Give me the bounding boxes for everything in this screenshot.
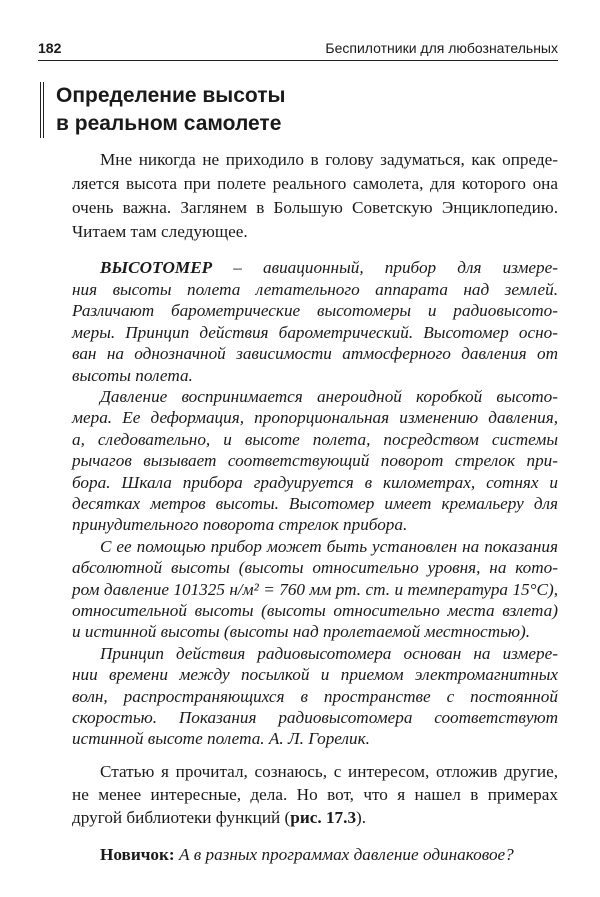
text-line	[72, 785, 558, 805]
text-span: ван на однозначной зависимости атмосферного давления от	[72, 344, 558, 364]
text-span: а, следовательно, и высоте полета, посредством системы	[72, 429, 558, 449]
text-span: бора. Шкала прибора градуируется в километрах, сотнях и	[72, 472, 558, 492]
text-line	[72, 222, 558, 242]
text-span: А в разных программах давление одинаковое?	[174, 845, 514, 864]
text-span: относительной высоты (высоты относительно места взлета)	[72, 601, 558, 620]
text-span: Принцип действия радиовысотомера основан на измере-	[100, 643, 558, 663]
text-span: не менее интересные, дела. Но вот, что я нашел в примерах	[72, 785, 558, 804]
text-line	[72, 537, 558, 557]
text-line	[72, 622, 558, 642]
text-span: высоты полета.	[72, 365, 193, 385]
heading-line: Определение высоты	[56, 84, 286, 107]
text-span: меры. Принцип действия барометрический. Высотомер осно-	[72, 322, 558, 342]
text-span: ляется высота при полете реального самолета, для которого она	[72, 174, 558, 193]
text-line	[72, 845, 558, 865]
text-span: ния высоты полета летательного аппарата над землей.	[72, 280, 558, 299]
text-span: Различают барометрические высотомеры и радиовысото-	[72, 301, 558, 321]
text-span: другой библиотеки функций (	[72, 808, 291, 827]
text-span: и истинной высоты (высоты над пролетаемой местностью).	[72, 622, 531, 642]
text-line	[72, 708, 558, 728]
text-span: десятках метров высоты. Высотомер имеет кремальеру для	[72, 494, 558, 513]
section-heading	[40, 82, 285, 138]
text-line	[72, 494, 558, 514]
text-line	[72, 762, 558, 782]
text-line	[72, 687, 558, 707]
page-number: 182	[38, 40, 62, 56]
text-line	[72, 301, 558, 321]
text-span: Давление воспринимается анероидной коробкой высото-	[100, 387, 558, 406]
text-span: С ее помощью прибор может быть установлен на показания	[100, 536, 558, 556]
text-span: скоростью. Показания радиовысотомера соответствуют	[72, 708, 558, 727]
text-line	[72, 344, 558, 364]
text-line	[72, 515, 558, 535]
text-span: Статью я прочитал, сознаюсь, с интересом, отложив другие,	[100, 762, 558, 781]
page-header	[38, 38, 558, 61]
text-line	[72, 473, 558, 493]
text-line	[72, 451, 558, 471]
text-line	[72, 580, 558, 600]
text-line	[72, 665, 558, 685]
text-line	[72, 729, 558, 749]
text-span: ).	[356, 808, 367, 827]
text-line	[72, 408, 558, 428]
text-span: очень важна. Заглянем в Большую Советскую Энциклопедию.	[72, 198, 558, 217]
text-line	[72, 258, 558, 278]
text-span: волн, распространяющихся в пространстве с постоянной	[72, 686, 558, 706]
text-span: – авиационный, прибор для измере-	[212, 258, 558, 277]
text-line	[72, 644, 558, 664]
text-span: Новичок:	[100, 845, 175, 864]
text-span: истинной высоте полета. А. Л. Горелик.	[72, 729, 370, 749]
text-line	[72, 198, 558, 218]
heading-line: в реальном самолете	[56, 112, 282, 135]
text-line	[72, 174, 558, 194]
text-line	[72, 387, 558, 407]
text-line	[72, 430, 558, 450]
text-span: ром давление 101325 н/м² = 760 мм рт. ст. и температура 15°С),	[72, 579, 558, 599]
text-line	[72, 366, 558, 386]
text-span: нии времени между посылкой и приемом электромагнитных	[72, 665, 558, 685]
text-span: Читаем там следующее.	[72, 222, 248, 241]
running-title: Беспилотники для любознательных	[325, 40, 558, 56]
text-span: Мне никогда не приходило в голову задуматься, как опреде-	[100, 150, 558, 169]
text-span: рис. 17.3	[290, 808, 357, 827]
text-span: абсолютной высоты (высоты относительно уровня, на кото-	[72, 558, 558, 578]
text-line	[72, 280, 558, 300]
text-line	[72, 601, 558, 621]
text-span: мера. Ее деформация, пропорциональная изменению давления,	[72, 408, 558, 428]
text-line	[72, 150, 558, 170]
text-line	[72, 808, 558, 828]
text-span: принудительного поворота стрелок прибора.	[72, 515, 408, 535]
text-line	[72, 323, 558, 343]
text-span: ВЫСОТОМЕР	[100, 258, 213, 277]
text-span: рычагов вызывает соответствующий поворот стрелок при-	[72, 451, 558, 471]
text-line	[72, 558, 558, 578]
